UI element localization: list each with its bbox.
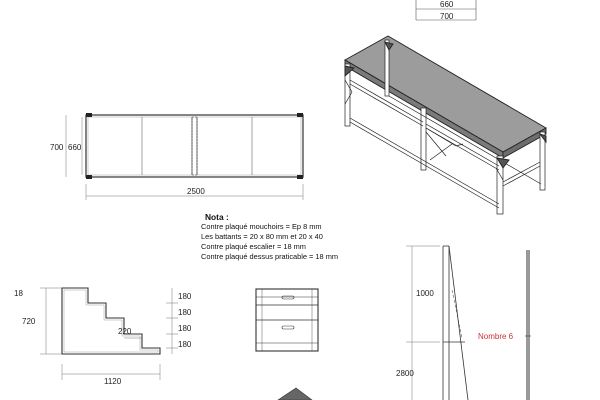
dim-180-rise-2: 180: [178, 308, 192, 317]
nota-title: Nota :: [205, 212, 229, 222]
plan-view: [86, 113, 303, 179]
dim-700-plan: 700: [50, 143, 64, 152]
bottom-partial-shape: [278, 388, 312, 400]
leg-side-view: [443, 246, 468, 400]
front-panel-view: [256, 289, 318, 351]
dim-220-tread: 220: [118, 327, 132, 336]
nota-line-4: Contre plaqué dessus praticable = 18 mm: [201, 252, 339, 261]
dim-180-rise-1: 180: [178, 292, 192, 301]
plan-dimension-lines: [66, 115, 303, 200]
dim-1000-leg: 1000: [416, 289, 434, 298]
dim-2500-plan: 2500: [187, 187, 205, 196]
dim-720-stair: 720: [22, 317, 36, 326]
nota-line-1: Contre plaqué mouchoirs = Ep 8 mm: [201, 222, 322, 231]
nota-line-2: Les battants = 20 x 80 mm et 20 x 40: [201, 232, 323, 241]
dim-2800-leg: 2800: [396, 369, 414, 378]
label-nombre-6: Nombre 6: [478, 332, 514, 341]
nota-line-3: Contre plaqué escalier = 18 mm: [201, 242, 306, 251]
dim-660-plan: 660: [68, 143, 82, 152]
dim-180-rise-3: 180: [178, 324, 192, 333]
dim-1120-stair: 1120: [104, 377, 122, 386]
dim-180-rise-4: 180: [178, 340, 192, 349]
dim-660-top: 660: [440, 0, 454, 9]
leg-profile-view: [525, 250, 531, 400]
isometric-platform: [345, 36, 546, 214]
dim-700-top: 700: [440, 12, 454, 21]
nota-block: [201, 212, 338, 262]
dim-18-stair: 18: [14, 289, 23, 298]
stair-profile: [62, 288, 160, 354]
